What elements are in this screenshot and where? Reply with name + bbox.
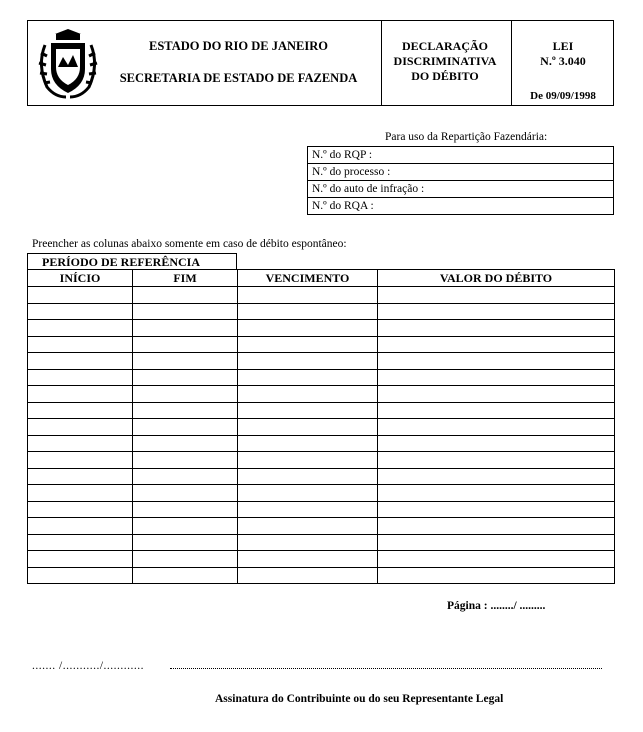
instructions: Preencher as colunas abaixo somente em caso de débito espontâneo:	[32, 238, 347, 250]
end-cell[interactable]	[133, 567, 238, 584]
table-row	[28, 452, 615, 469]
start-cell[interactable]	[28, 287, 133, 304]
due-cell[interactable]	[238, 353, 378, 370]
start-cell[interactable]	[28, 485, 133, 502]
column-header-amount: VALOR DO DÉBITO	[378, 270, 615, 287]
amount-cell[interactable]	[378, 287, 615, 304]
law-date: De 09/09/1998	[530, 90, 596, 102]
amount-cell[interactable]	[378, 402, 615, 419]
amount-cell[interactable]	[378, 320, 615, 337]
table-row	[28, 303, 615, 320]
table-row	[28, 320, 615, 337]
end-cell[interactable]	[133, 551, 238, 568]
amount-cell[interactable]	[378, 452, 615, 469]
start-cell[interactable]	[28, 320, 133, 337]
end-cell[interactable]	[133, 501, 238, 518]
infraction-field[interactable]: N.º do auto de infração :	[308, 181, 614, 198]
amount-cell[interactable]	[378, 551, 615, 568]
start-cell[interactable]	[28, 435, 133, 452]
amount-cell[interactable]	[378, 369, 615, 386]
due-cell[interactable]	[238, 419, 378, 436]
table-row	[28, 287, 615, 304]
due-cell[interactable]	[238, 303, 378, 320]
due-cell[interactable]	[238, 386, 378, 403]
amount-cell[interactable]	[378, 485, 615, 502]
table-row	[28, 567, 615, 584]
declaration-title: DECLARAÇÃO DISCRIMINATIVA DO DÉBITO	[393, 39, 497, 83]
table-row	[28, 353, 615, 370]
due-cell[interactable]	[238, 534, 378, 551]
table-row	[28, 485, 615, 502]
amount-cell[interactable]	[378, 336, 615, 353]
due-cell[interactable]	[238, 320, 378, 337]
end-cell[interactable]	[133, 369, 238, 386]
table-row	[28, 402, 615, 419]
due-cell[interactable]	[238, 567, 378, 584]
amount-cell[interactable]	[378, 567, 615, 584]
start-cell[interactable]	[28, 518, 133, 535]
amount-cell[interactable]	[378, 353, 615, 370]
state-coat-of-arms	[33, 25, 103, 101]
start-cell[interactable]	[28, 336, 133, 353]
secretariat-name: SECRETARIA DE ESTADO DE FAZENDA	[119, 71, 358, 85]
end-cell[interactable]	[133, 534, 238, 551]
end-cell[interactable]	[133, 303, 238, 320]
end-cell[interactable]	[133, 287, 238, 304]
table-row	[28, 386, 615, 403]
amount-cell[interactable]	[378, 435, 615, 452]
signature-label: Assinatura do Contribuinte ou do seu Representante Legal	[215, 693, 504, 705]
due-cell[interactable]	[238, 287, 378, 304]
end-cell[interactable]	[133, 353, 238, 370]
start-cell[interactable]	[28, 303, 133, 320]
due-cell[interactable]	[238, 485, 378, 502]
start-cell[interactable]	[28, 386, 133, 403]
start-cell[interactable]	[28, 452, 133, 469]
table-row	[28, 534, 615, 551]
table-row	[28, 518, 615, 535]
table-row	[28, 551, 615, 568]
amount-cell[interactable]	[378, 534, 615, 551]
end-cell[interactable]	[133, 468, 238, 485]
table-row	[28, 435, 615, 452]
amount-cell[interactable]	[378, 303, 615, 320]
amount-cell[interactable]	[378, 386, 615, 403]
end-cell[interactable]	[133, 336, 238, 353]
form-header	[27, 20, 614, 106]
law-number: LEI N.º 3.040	[540, 39, 586, 68]
table-row	[28, 336, 615, 353]
table-row	[28, 501, 615, 518]
start-cell[interactable]	[28, 567, 133, 584]
start-cell[interactable]	[28, 501, 133, 518]
signature-line[interactable]	[170, 668, 602, 669]
start-cell[interactable]	[28, 369, 133, 386]
date-field[interactable]: ....... /.........../............	[32, 660, 145, 672]
due-cell[interactable]	[238, 402, 378, 419]
amount-cell[interactable]	[378, 468, 615, 485]
due-cell[interactable]	[238, 551, 378, 568]
period-label: PERÍODO DE REFERÊNCIA	[27, 253, 237, 270]
due-cell[interactable]	[238, 435, 378, 452]
due-cell[interactable]	[238, 336, 378, 353]
amount-cell[interactable]	[378, 419, 615, 436]
end-cell[interactable]	[133, 452, 238, 469]
start-cell[interactable]	[28, 534, 133, 551]
debit-table	[27, 269, 615, 584]
column-header-start: INÍCIO	[28, 270, 133, 287]
end-cell[interactable]	[133, 320, 238, 337]
rqa-field[interactable]: N.º do RQA :	[308, 198, 614, 215]
amount-cell[interactable]	[378, 501, 615, 518]
repartition-title: Para uso da Repartição Fazendária:	[385, 131, 548, 143]
start-cell[interactable]	[28, 468, 133, 485]
start-cell[interactable]	[28, 353, 133, 370]
amount-cell[interactable]	[378, 518, 615, 535]
process-field[interactable]: N.º do processo :	[308, 164, 614, 181]
start-cell[interactable]	[28, 551, 133, 568]
start-cell[interactable]	[28, 402, 133, 419]
due-cell[interactable]	[238, 468, 378, 485]
table-row	[28, 419, 615, 436]
end-cell[interactable]	[133, 402, 238, 419]
end-cell[interactable]	[133, 485, 238, 502]
column-header-due: VENCIMENTO	[238, 270, 378, 287]
due-cell[interactable]	[238, 452, 378, 469]
due-cell[interactable]	[238, 518, 378, 535]
state-name: ESTADO DO RIO DE JANEIRO	[149, 39, 328, 53]
due-cell[interactable]	[238, 501, 378, 518]
page-number: Página : ......../ .........	[447, 600, 546, 612]
due-cell[interactable]	[238, 369, 378, 386]
rqp-field[interactable]: N.º do RQP :	[308, 147, 614, 164]
end-cell[interactable]	[133, 435, 238, 452]
end-cell[interactable]	[133, 518, 238, 535]
repartition-box	[307, 146, 614, 215]
table-row	[28, 468, 615, 485]
start-cell[interactable]	[28, 419, 133, 436]
end-cell[interactable]	[133, 419, 238, 436]
end-cell[interactable]	[133, 386, 238, 403]
column-header-end: FIM	[133, 270, 238, 287]
table-row	[28, 369, 615, 386]
